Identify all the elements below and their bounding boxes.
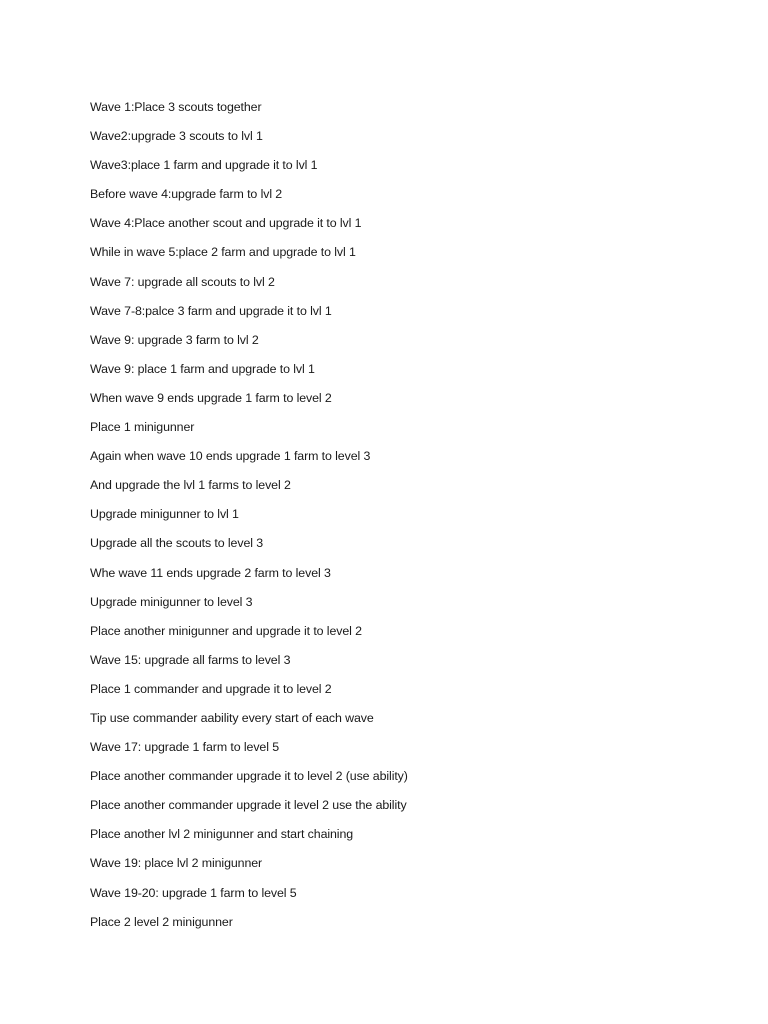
text-line: Wave 19-20: upgrade 1 farm to level 5 xyxy=(90,885,297,900)
text-line: Wave 17: upgrade 1 farm to level 5 xyxy=(90,740,279,755)
text-line: And upgrade the lvl 1 farms to level 2 xyxy=(90,478,291,493)
text-line: Again when wave 10 ends upgrade 1 farm to level 3 xyxy=(90,449,371,464)
text-line: Place 2 level 2 minigunner xyxy=(90,914,233,929)
text-line: Upgrade minigunner to lvl 1 xyxy=(90,507,239,522)
text-line: Place another commander upgrade it level 2 use the ability xyxy=(90,798,407,813)
text-line: Wave 7-8:palce 3 farm and upgrade it to lvl 1 xyxy=(90,303,332,318)
text-line: While in wave 5:place 2 farm and upgrade to lvl 1 xyxy=(90,245,356,260)
text-line: Wave3:place 1 farm and upgrade it to lvl 1 xyxy=(90,158,318,173)
text-line: Wave 1:Place 3 scouts together xyxy=(90,100,262,114)
text-line: Place 1 commander and upgrade it to level 2 xyxy=(90,681,332,696)
text-line: Wave 9: upgrade 3 farm to lvl 2 xyxy=(90,332,259,347)
text-line: Wave 9: place 1 farm and upgrade to lvl 1 xyxy=(90,361,315,376)
text-line: Wave 19: place lvl 2 minigunner xyxy=(90,856,263,871)
text-line: Tip use commander aability every start of each wave xyxy=(90,710,374,725)
text-line: Upgrade minigunner to level 3 xyxy=(90,594,253,609)
text-line: Place another lvl 2 minigunner and start chaining xyxy=(90,827,354,842)
text-line: Wave2:upgrade 3 scouts to lvl 1 xyxy=(90,129,263,144)
text-line: When wave 9 ends upgrade 1 farm to level 2 xyxy=(90,390,332,405)
text-line: Wave 7: upgrade all scouts to lvl 2 xyxy=(90,274,275,289)
text-line: Whe wave 11 ends upgrade 2 farm to level 3 xyxy=(90,565,331,580)
text-lines xyxy=(90,93,408,937)
text-line: Upgrade all the scouts to level 3 xyxy=(90,536,264,551)
text-line: Before wave 4:upgrade farm to lvl 2 xyxy=(90,187,283,202)
text-line: Wave 4:Place another scout and upgrade it to lvl 1 xyxy=(90,216,362,231)
text-line: Place another commander upgrade it to level 2 (use ability) xyxy=(90,769,408,784)
text-line: Place 1 minigunner xyxy=(90,420,195,435)
text-line: Place another minigunner and upgrade it to level 2 xyxy=(90,623,362,638)
text-line: Wave 15: upgrade all farms to level 3 xyxy=(90,652,291,667)
